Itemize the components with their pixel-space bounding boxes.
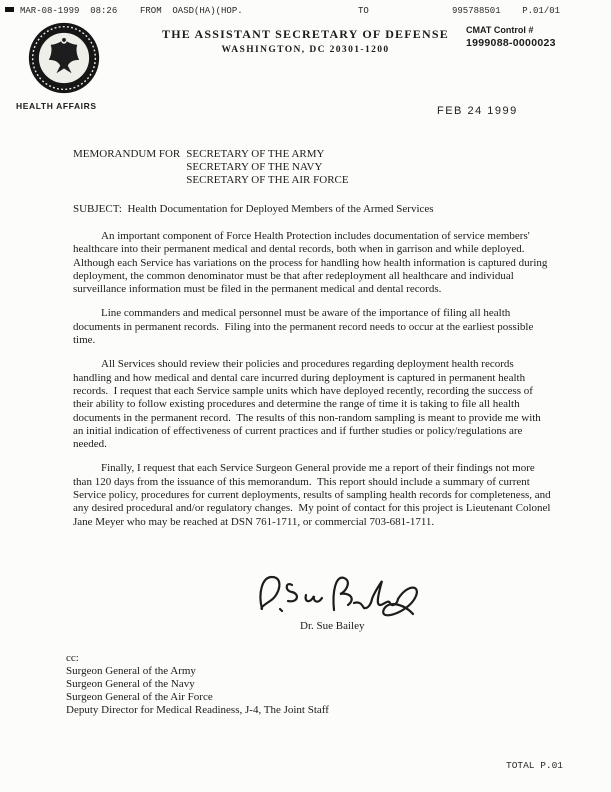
letterhead-title: THE ASSISTANT SECRETARY OF DEFENSE [162,27,449,41]
memorandum-recipients [186,148,348,187]
body-paragraph-2: Line commanders and medical personnel must be aware of the importance of filing all health documents in permanent records. Filing into the permanent record needs to occur at the earliest possible time. [73,307,537,347]
date-stamp: FEB 24 1999 [437,105,518,117]
letterhead-address: WASHINGTON, DC 20301-1200 [221,45,390,55]
signature-typed-name: Dr. Sue Bailey [300,620,365,632]
cc-item-army: Surgeon General of the Army [66,665,196,677]
memorandum-heading [73,148,349,187]
cmat-control-label: CMAT Control # [466,25,534,35]
fax-total-pages: TOTAL P.01 [506,760,564,771]
recipient-army: SECRETARY OF THE ARMY [186,148,325,160]
memorandum-for-label: MEMORANDUM FOR [73,148,181,160]
fax-header [0,6,611,20]
cmat-control-block [466,25,606,49]
fax-to-label: TO [358,6,369,16]
cc-label: cc: [66,652,79,664]
handwritten-signature [250,565,430,625]
fax-datetime: MAR-08-1999 08:26 [20,6,118,16]
cc-block [66,652,329,717]
recipient-air-force: SECRETARY OF THE AIR FORCE [186,174,349,186]
body-paragraph-3: All Services should review their policies and procedures regarding deployment health records handling and how medical and dental care incurred during deployment is captured in permanent health records. I request that each Service sample units which have deployed recently, recording the success of their ability to follow existing procedures and determine the range of time it is taking to file all health documents in the permanent record. The results of this non-random sampling is meant to provide me with an initial indication of effectiveness of current practices and if further studies or policy/regulations are needed. [73,358,544,451]
memo-body [73,230,554,540]
body-paragraph-4: Finally, I request that each Service Surgeon General provide me a report of their findings not more than 120 days from the issuance of this memorandum. This report should include a summary of current Service policy, procedures for current deployments, results of sampling health records for completeness, and any desired procedural and/or regulatory changes. My point of contact for this project is Lieutenant Colonel Jane Meyer who may be reached at DSN 761-1711, or commercial 703-681-1711. [73,462,554,528]
health-affairs-label: HEALTH AFFAIRS [16,101,97,111]
cc-item-navy: Surgeon General of the Navy [66,678,195,690]
cmat-control-number: 1999088-0000023 [466,37,556,49]
subject-line: SUBJECT: Health Documentation for Deployed Members of the Armed Services [73,203,434,215]
fax-sender: FROM OASD(HA)(HOP. [140,6,243,16]
cc-item-air-force: Surgeon General of the Air Force [66,691,213,703]
fax-number: 995788501 P.01/01 [452,6,561,16]
cc-item-joint-staff: Deputy Director for Medical Readiness, J-4, The Joint Staff [66,704,329,716]
body-paragraph-1: An important component of Force Health Protection includes documentation of service members' healthcare into their permanent medical and dental records, both when in garrison and while deployed. Although each Service has variations on the process for handling how health information is captured during deployment, the common denominator must be that after redeployment all healthcare and individual surveillance information must be filed in the permanent medical and dental records. [73,230,551,296]
recipient-navy: SECRETARY OF THE NAVY [186,161,323,173]
